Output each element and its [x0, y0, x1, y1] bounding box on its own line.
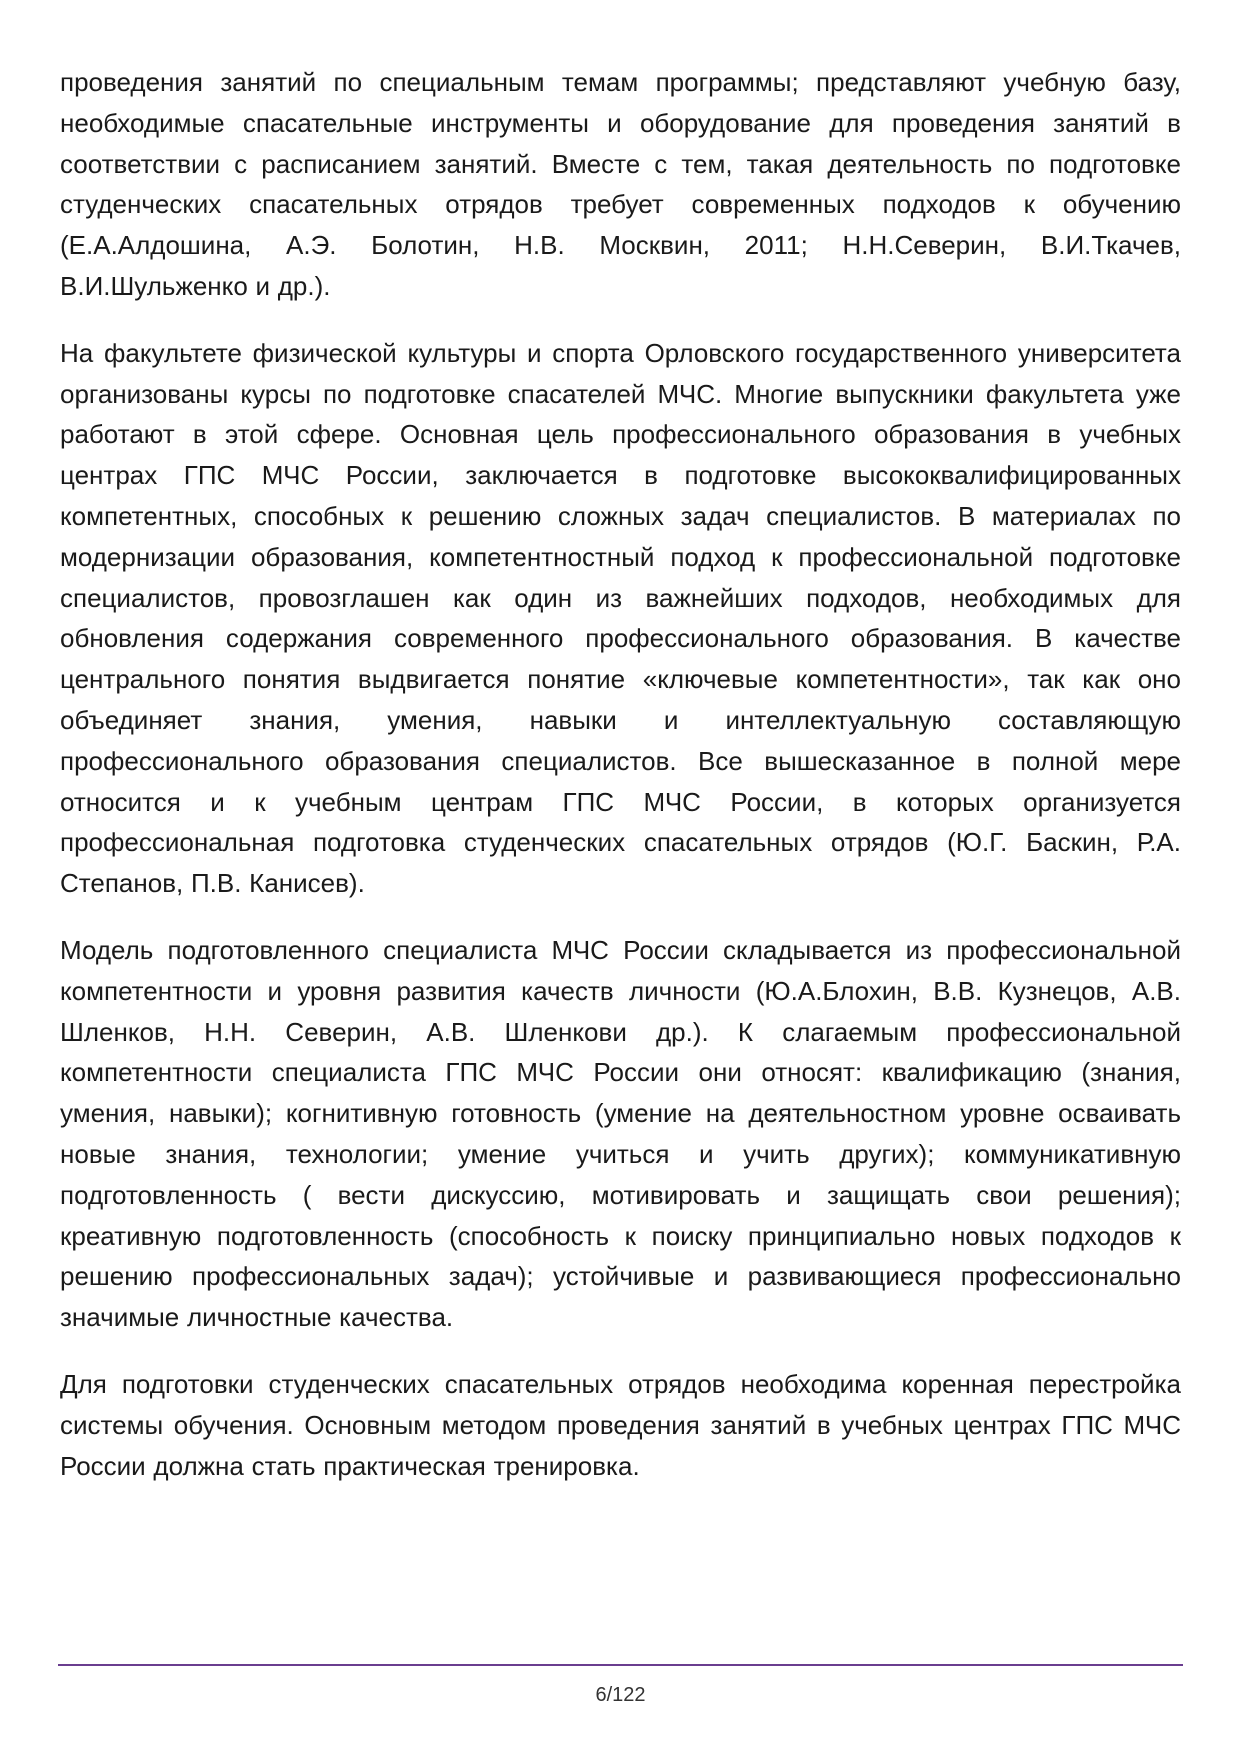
paragraph-4: Для подготовки студенческих спасательных отрядов необходима коренная перестройка системы обучения. Основным методом проведения занятий в учебных центрах ГПС МЧС России должна стать практическая тренировка.	[60, 1368, 1181, 1481]
paragraph-3: Модель подготовленного специалиста МЧС России складывается из профессиональной компетентности и уровня развития качеств личности (Ю.А.Блохин, В.В. Кузнецов, А.В. Шленков, Н.Н. Северин, А.В. Шленкови др.). К слагаемым профессиональной компетентности специалиста ГПС МЧС России они относят: квалификацию (знания, умения, навыки); когнитивную готовность (умение на деятельностном уровне осваивать новые знания, технологии; умение учиться и учить других); коммуникативную подготовленность ( вести дискуссию, мотивировать и защищать свои решения); креативную подготовленность (способность к поиску принципиально новых подходов к решению профессиональных задач); устойчивые и развивающиеся профессионально значимые личностные качества.	[60, 934, 1181, 1333]
body-text	[60, 62, 1181, 1512]
footer-divider	[58, 1664, 1183, 1666]
page-number: 6/122	[595, 1684, 646, 1706]
paragraph-2: На факультете физической культуры и спорта Орловского государственного университета организованы курсы по подготовке спасателей МЧС. Многие выпускники факультета уже работают в этой сфере. Основная цель профессионального образования в учебных центрах ГПС МЧС России, заключается в подготовке высококвалифицированных компетентных, способных к решению сложных задач специалистов. В материалах по модернизации образования, компетентностный подход к профессиональной подготовке специалистов, провозглашен как один из важнейших подходов, необходимых для обновления содержания современного профессионального образования. В качестве центрального понятия выдвигается понятие «ключевые компетентности», так как оно объединяет знания, умения, навыки и интеллектуальную составляющую профессионального образования специалистов. Все вышесказанное в полной мере относится и к учебным центрам ГПС МЧС России, в которых организуется профессиональная подготовка студенческих спасательных отрядов (Ю.Г. Баскин, Р.А. Степанов, П.В. Канисев).	[60, 337, 1181, 899]
paragraph-1: проведения занятий по специальным темам программы; представляют учебную базу, необходимые спасательные инструменты и оборудование для проведения занятий в соответствии с расписанием занятий. Вместе с тем, такая деятельность по подготовке студенческих спасательных отрядов требует современных подходов к обучению (Е.А.Алдошина, А.Э. Болотин, Н.В. Москвин, 2011; Н.Н.Северин, В.И.Ткачев, В.И.Шульженко и др.).	[60, 67, 1181, 301]
